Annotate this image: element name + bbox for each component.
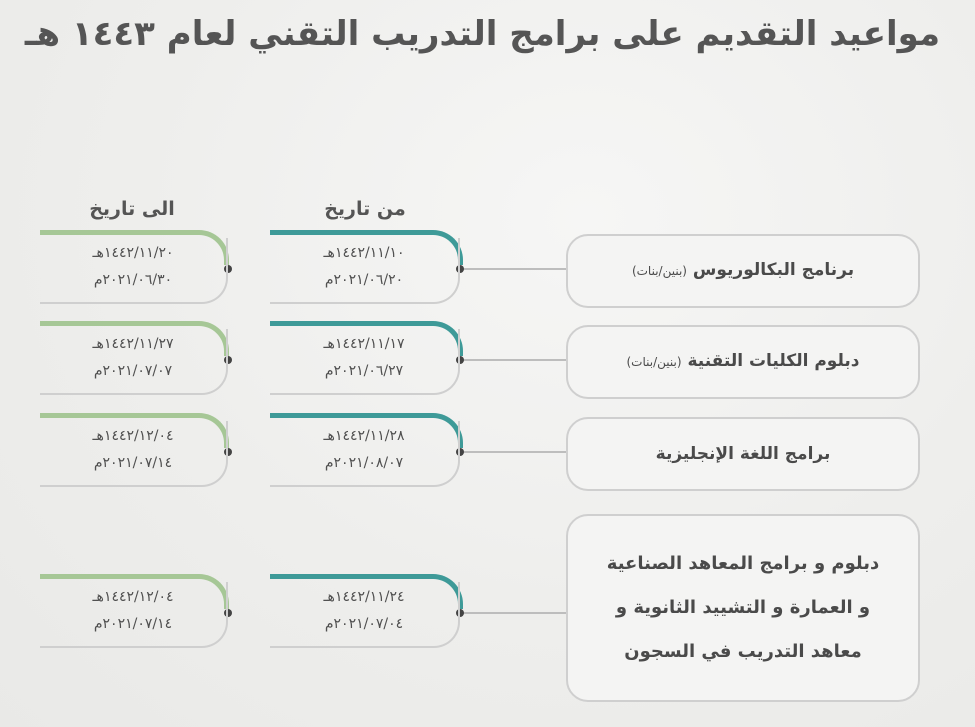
to-gregorian: ٢٠٢١/٠٧/٠٧م xyxy=(93,363,173,379)
program-note: (بنين/بنات) xyxy=(631,264,687,278)
connector-line xyxy=(462,268,566,270)
from-gregorian: ٢٠٢١/٠٨/٠٧م xyxy=(324,455,404,471)
program-box-bachelor xyxy=(566,234,920,308)
program-line: دبلوم و برامج المعاهد الصناعية xyxy=(606,553,880,574)
program-name: برنامج البكالوريوس xyxy=(692,260,855,280)
program-box-tech-colleges xyxy=(566,325,920,399)
from-date-block xyxy=(270,238,460,304)
page-title: مواعيد التقديم على برامج التدريب التقني لعام ١٤٤٣ هـ xyxy=(24,14,940,54)
from-hijri: ١٤٤٢/١١/١٧هـ xyxy=(323,336,405,352)
from-date-block xyxy=(270,582,460,648)
from-gregorian: ٢٠٢١/٠٦/٢٧م xyxy=(324,363,404,379)
connector-line xyxy=(462,359,566,361)
from-hijri: ١٤٤٢/١١/٢٤هـ xyxy=(323,589,405,605)
to-hijri: ١٤٤٢/١١/٢٠هـ xyxy=(92,245,174,261)
program-note: (بنين/بنات) xyxy=(626,355,682,369)
from-hijri: ١٤٤٢/١١/٢٨هـ xyxy=(323,428,405,444)
program-box-english xyxy=(566,417,920,491)
to-hijri: ١٤٤٢/١٢/٠٤هـ xyxy=(92,589,174,605)
to-gregorian: ٢٠٢١/٠٧/١٤م xyxy=(93,616,173,632)
to-date-header: الى تاريخ xyxy=(89,198,175,220)
to-date-block xyxy=(40,582,228,648)
to-hijri: ١٤٤٢/١١/٢٧هـ xyxy=(92,336,174,352)
to-date-block xyxy=(40,329,228,395)
program-line: معاهد التدريب في السجون xyxy=(624,641,862,662)
from-date-header: من تاريخ xyxy=(324,198,406,220)
from-gregorian: ٢٠٢١/٠٦/٢٠م xyxy=(324,272,404,288)
from-date-block xyxy=(270,329,460,395)
to-hijri: ١٤٤٢/١٢/٠٤هـ xyxy=(92,428,174,444)
program-name: دبلوم الكليات التقنية xyxy=(687,351,860,371)
connector-line xyxy=(462,451,566,453)
program-line: و العمارة و التشييد الثانوية و xyxy=(615,597,871,618)
to-gregorian: ٢٠٢١/٠٧/١٤م xyxy=(93,455,173,471)
from-hijri: ١٤٤٢/١١/١٠هـ xyxy=(323,245,405,261)
to-gregorian: ٢٠٢١/٠٦/٣٠م xyxy=(93,272,173,288)
from-gregorian: ٢٠٢١/٠٧/٠٤م xyxy=(324,616,404,632)
program-name: برامج اللغة الإنجليزية xyxy=(655,443,831,464)
from-date-block xyxy=(270,421,460,487)
to-date-block xyxy=(40,238,228,304)
connector-line xyxy=(462,612,566,614)
program-box-institutes xyxy=(566,514,920,702)
to-date-block xyxy=(40,421,228,487)
